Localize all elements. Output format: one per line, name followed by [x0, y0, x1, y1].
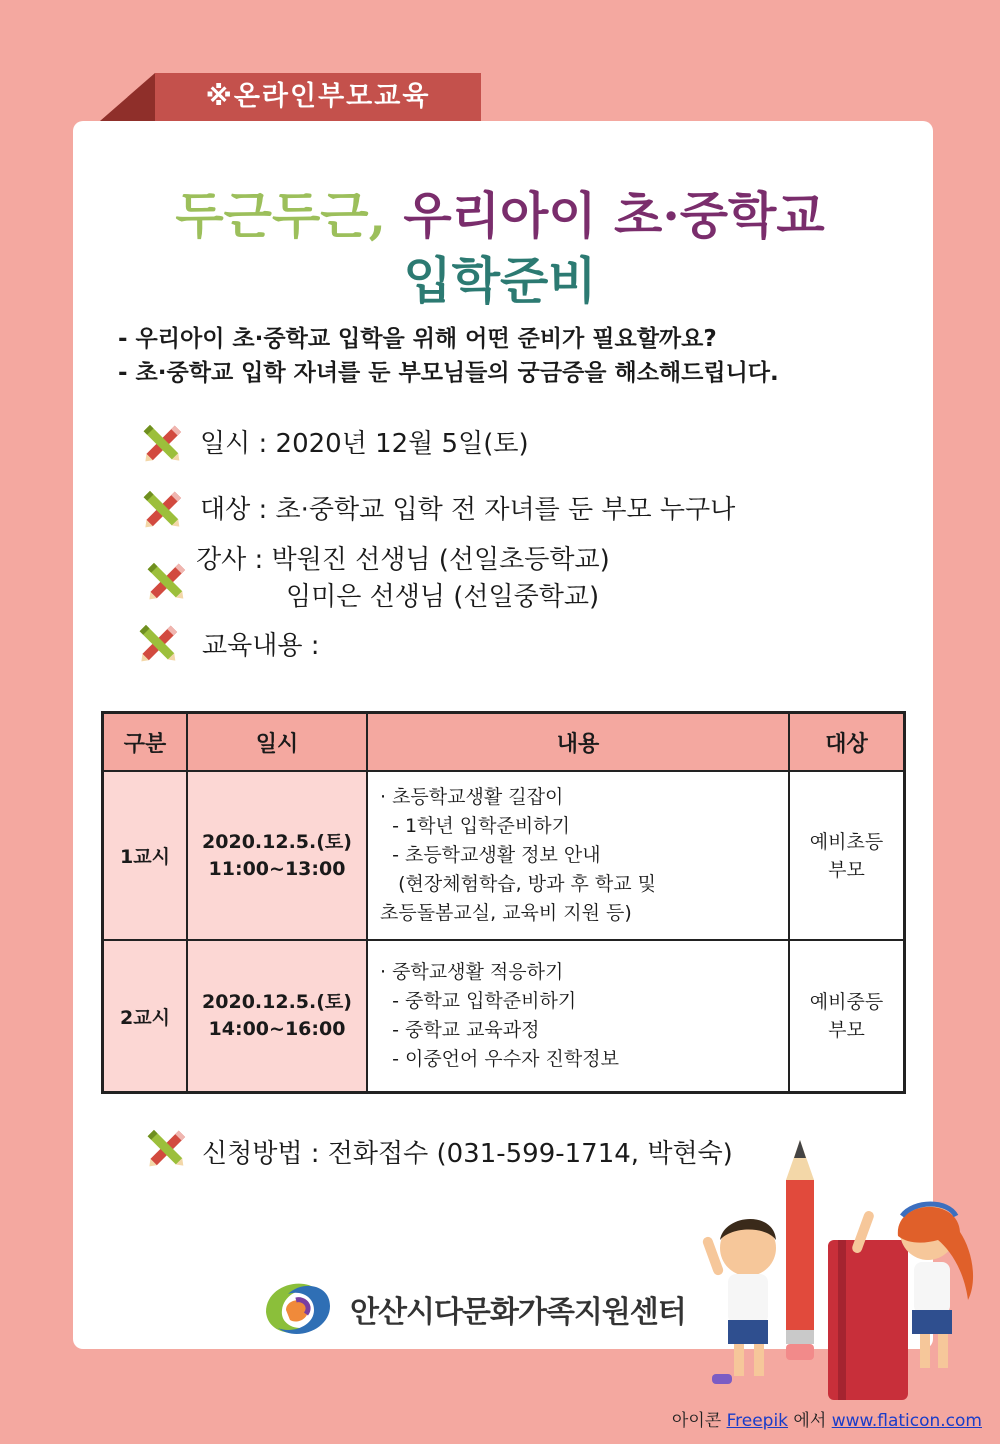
header-division: 구분 [103, 713, 188, 772]
category-tag: ※온라인부모교육 [155, 73, 481, 121]
credit-site-link[interactable]: www.flaticon.com [831, 1411, 982, 1431]
cell-target [789, 771, 905, 940]
center-logo [256, 1272, 340, 1344]
icon-credit [672, 1406, 982, 1431]
table-header-row [103, 713, 905, 772]
pencil-cross-icon [138, 420, 186, 468]
credit-prefix: 아이콘 [671, 1411, 722, 1431]
cell-date [187, 771, 367, 940]
cell-date-day: 2020.12.5.(토) [202, 830, 352, 853]
cell-date-day: 2020.12.5.(토) [202, 991, 352, 1013]
info-content: 교육내용 : [202, 631, 320, 661]
organization-name: 안산시다문화가족지원센터 [350, 1295, 686, 1330]
poster-title-line2: 입학준비 [403, 251, 597, 310]
kids-illustration [688, 1140, 988, 1410]
header-date: 일시 [187, 713, 367, 772]
cell-content: · 초등학교생활 길잡이 - 1학년 입학준비하기 - 초등학교생활 정보 안내 (현장체험학습, 방과 후 학교 및 초등돌봄교실, 교육비 지원 등) [367, 771, 789, 940]
pencil-cross-icon [142, 558, 190, 606]
cell-target-line2: 부모 [828, 1019, 865, 1041]
tag-fold [100, 73, 155, 121]
header-target: 대상 [789, 713, 905, 772]
cell-target-line1: 예비초등 [809, 830, 884, 853]
pencil-cross-icon [138, 486, 186, 534]
title-part2: 우리아이 초·중학교 [403, 186, 825, 245]
cell-date [187, 940, 367, 1093]
cell-division: 1교시 [103, 771, 188, 940]
cell-target-line2: 부모 [828, 858, 865, 881]
schedule-table [101, 711, 906, 1094]
info-date: 일시 : 2020년 12월 5일(토) [200, 429, 529, 459]
cell-division: 2교시 [103, 940, 188, 1093]
header-content: 내용 [367, 713, 789, 772]
table-row [103, 940, 905, 1093]
table-row [103, 771, 905, 940]
info-lecturer2: 임미은 선생님 (선일중학교) [286, 582, 600, 612]
intro-line: - 우리아이 초·중학교 입학을 위해 어떤 준비가 필요할까요? [118, 326, 717, 352]
credit-author-link[interactable]: Freepik [726, 1411, 789, 1431]
poster-title [0, 185, 1000, 247]
cell-date-time: 14:00~16:00 [208, 1018, 346, 1040]
cell-content: · 중학교생활 적응하기 - 중학교 입학준비하기 - 중학교 교육과정 - 이중언어 우수자 진학정보 [367, 940, 789, 1093]
pencil-cross-icon [142, 1125, 190, 1173]
intro-text [118, 322, 779, 390]
info-lecturer1: 강사 : 박원진 선생님 (선일초등학교) [196, 545, 610, 575]
info-apply: 신청방법 : 전화접수 (031-599-1714, 박현숙) [202, 1139, 733, 1169]
pencil-cross-icon [134, 620, 182, 668]
cell-date-time: 11:00~13:00 [208, 857, 346, 880]
intro-line: - 초·중학교 입학 자녀를 둔 부모님들의 궁금증을 해소해드립니다. [118, 360, 779, 386]
cell-target [789, 940, 905, 1093]
credit-middle: 에서 [793, 1411, 827, 1431]
title-part1: 두근두근, [175, 186, 386, 245]
info-target: 대상 : 초·중학교 입학 전 자녀를 둔 부모 누구나 [200, 495, 736, 525]
cell-target-line1: 예비중등 [809, 991, 884, 1013]
